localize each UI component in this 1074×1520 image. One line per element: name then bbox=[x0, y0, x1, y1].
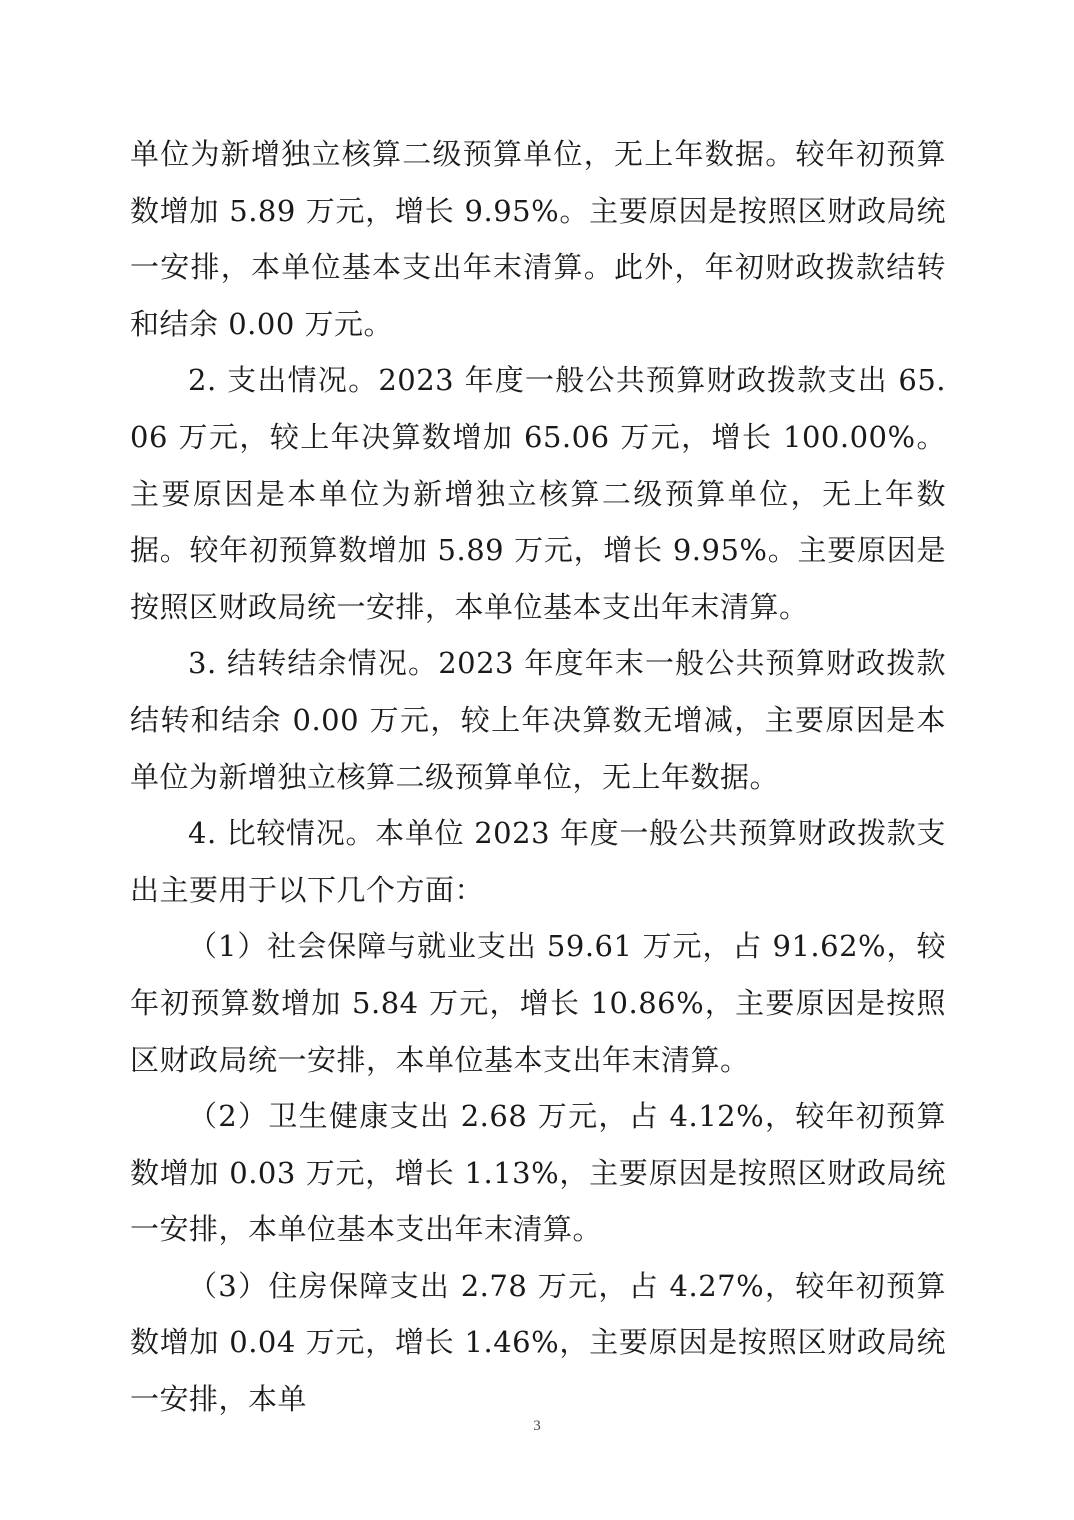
paragraph-social-security: （1）社会保障与就业支出 59.61 万元，占 91.62%，较年初预算数增加 5.84 万元，增长 10.86%，主要原因是按照区财政局统一安排，本单位基本支出年末清算。 bbox=[130, 929, 946, 1077]
paragraph-health: （2）卫生健康支出 2.68 万元，占 4.12%，较年初预算数增加 0.03 万元，增长 1.13%，主要原因是按照区财政局统一安排，本单位基本支出年末清算。 bbox=[130, 1099, 946, 1247]
paragraph-housing: （3）住房保障支出 2.78 万元，占 4.27%，较年初预算数增加 0.04 万元，增长 1.46%，主要原因是按照区财政局统一安排，本单 bbox=[130, 1268, 946, 1417]
paragraph-expenditure: 2. 支出情况。2023 年度一般公共预算财政拨款支出 65.06 万元，较上年决算数增加 65.06 万元，增长 100.00%。主要原因是本单位为新增独立核算二级预算单位，无上年数据。较年初预算数增加 5.89 万元，增长 9.95%。主要原因是按照区财政局统一安排，本单位基本支出年末清算。 bbox=[130, 363, 946, 624]
body-text bbox=[130, 126, 946, 1428]
page-number: 3 bbox=[533, 1418, 541, 1434]
paragraph-carryover: 3. 结转结余情况。2023 年度年末一般公共预算财政拨款结转和结余 0.00 万元，较上年决算数无增减，主要原因是本单位为新增独立核算二级预算单位，无上年数据。 bbox=[130, 646, 946, 794]
paragraph-continued: 单位为新增独立核算二级预算单位，无上年数据。较年初预算数增加 5.89 万元，增长 9.95%。主要原因是按照区财政局统一安排，本单位基本支出年末清算。此外，年初财政拨款结转和结余 0.00 万元。 bbox=[130, 137, 946, 341]
paragraph-comparison: 4. 比较情况。本单位 2023 年度一般公共预算财政拨款支出主要用于以下几个方面： bbox=[130, 816, 946, 907]
